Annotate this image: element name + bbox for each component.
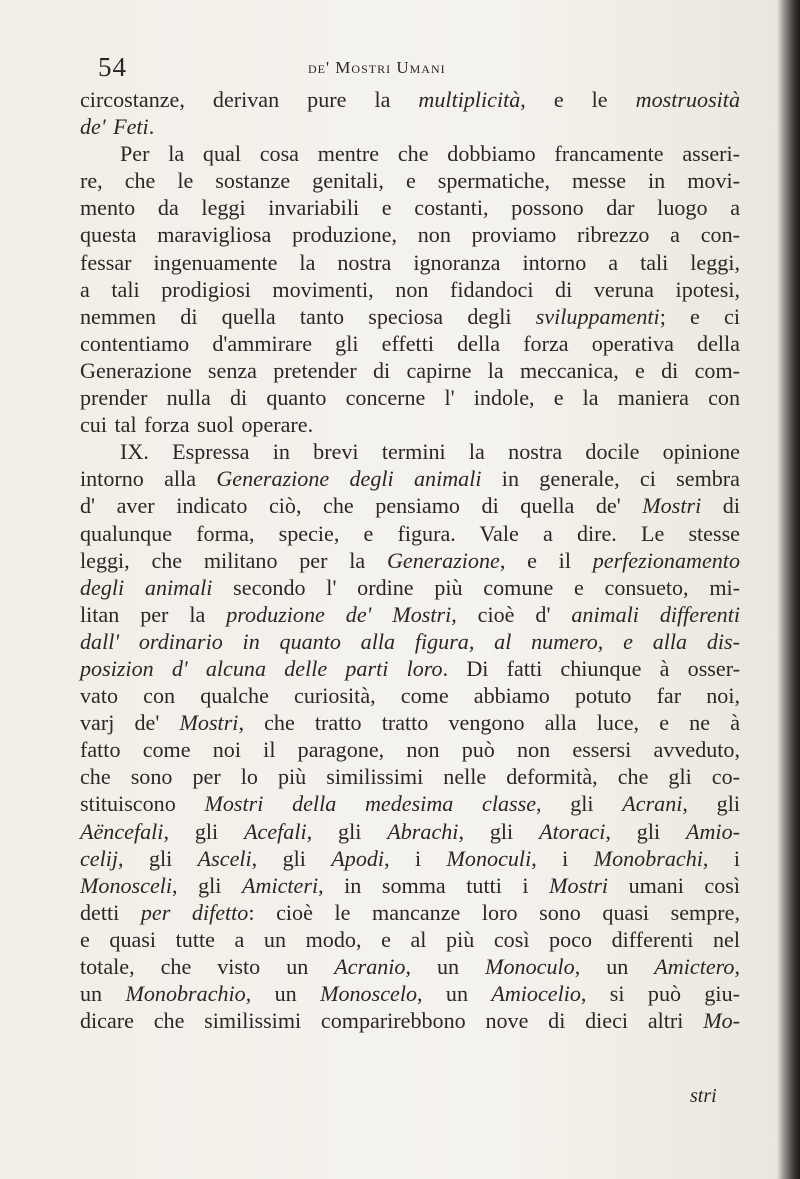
text-line <box>80 520 740 547</box>
text-segment: , gli <box>306 818 388 844</box>
text-segment: che sono per lo più similissimi nelle deformità, che gli co- <box>80 764 740 790</box>
italic-text: Asceli <box>197 845 252 871</box>
body-text <box>80 86 740 1034</box>
italic-text: Acrani <box>622 791 683 817</box>
text-segment: litan per la <box>80 601 227 627</box>
italic-text: Abrachi <box>387 818 459 844</box>
italic-text: Monobrachio <box>125 981 246 1007</box>
text-segment: , gli <box>605 818 686 844</box>
text-segment: , un <box>245 981 321 1007</box>
text-segment: nemmen di quella tanto speciosa degli <box>80 303 536 329</box>
text-line <box>80 113 740 140</box>
italic-text: Amio- <box>685 818 740 844</box>
text-segment: , si può giu- <box>580 981 740 1007</box>
italic-text: Mostri <box>179 710 239 736</box>
italic-text: Generazione degli animali <box>216 466 482 492</box>
text-line <box>80 547 740 574</box>
italic-text: produzione de' Mostri <box>226 601 452 627</box>
text-line <box>80 221 740 248</box>
text-segment: prender nulla di quanto concerne l' indole, e la maniera con <box>80 385 740 411</box>
italic-text: animali differenti <box>571 601 740 627</box>
italic-text: Mostri della medesima classe <box>204 791 537 817</box>
text-segment: e quasi tutte a un modo, e al più così poco differenti nel <box>80 926 740 952</box>
italic-text: Amicteri <box>242 872 319 898</box>
text-segment: d' aver indicato ciò, che pensiamo di quella de' <box>80 493 643 519</box>
text-line <box>80 899 740 926</box>
text-segment: stituiscono <box>80 791 205 817</box>
italic-text: Monoculi <box>446 845 532 871</box>
italic-text: degli animali <box>80 574 213 600</box>
text-line <box>80 926 740 953</box>
text-line <box>80 574 740 601</box>
text-segment: . Di fatti chiunque à osser- <box>442 655 740 681</box>
text-line <box>80 980 740 1007</box>
italic-text: Monoscelo <box>320 981 418 1007</box>
text-line <box>80 330 740 357</box>
text-segment: : cioè le mancanze loro sono quasi sempre, <box>248 899 740 925</box>
text-segment: , e le <box>520 87 636 112</box>
text-segment: fessar ingenuamente la nostra ignoranza intorno a tali leggi, <box>80 249 740 275</box>
running-head: de' Mostri Umani <box>308 58 446 77</box>
italic-text: Mo- <box>703 1008 740 1034</box>
italic-text: de' Feti <box>80 114 149 140</box>
text-line <box>80 818 740 845</box>
italic-text: dall' ordinario in quanto alla figura, al numero, e alla dis- <box>80 628 740 654</box>
text-line <box>80 655 740 682</box>
text-line <box>80 276 740 303</box>
italic-text: Amiocelio <box>491 981 581 1007</box>
text-line <box>80 465 740 492</box>
text-segment: , i <box>531 845 594 871</box>
italic-text: sviluppamenti <box>535 303 660 329</box>
text-segment: un <box>80 981 126 1007</box>
text-segment: , in somma tutti i <box>318 872 550 898</box>
italic-text: multiplicità <box>418 87 521 112</box>
catchword: stri <box>690 1085 717 1107</box>
text-segment: IX. Espressa in brevi termini la nostra docile opinione <box>120 439 740 465</box>
text-segment: , un <box>417 981 492 1007</box>
text-segment: questa maravigliosa produzione, non proviamo ribrezzo a con- <box>80 222 740 248</box>
italic-text: celij <box>80 845 119 871</box>
italic-text: Monobrachi <box>593 845 703 871</box>
text-segment: , gli <box>536 791 623 817</box>
text-segment: in generale, ci sembra <box>481 466 740 492</box>
text-segment: , che tratto tratto vengono alla luce, e ne à <box>238 710 740 736</box>
text-segment: a tali prodigiosi movimenti, non fidandoci di veruna ipotesi, <box>80 276 740 302</box>
italic-text: Acranio <box>334 954 406 979</box>
text-line <box>80 194 740 221</box>
text-segment: . <box>148 114 155 140</box>
text-segment: intorno alla <box>80 466 217 492</box>
text-segment: secondo l' ordine più comune e consueto, mi- <box>212 574 740 600</box>
italic-text: Monosceli <box>80 872 173 898</box>
italic-text: Mostri <box>549 872 609 898</box>
text-segment: dicare che similissimi comparirebbono nove di dieci altri <box>80 1008 704 1034</box>
text-segment: , i <box>384 845 447 871</box>
text-segment: Per la qual cosa mentre che dobbiamo francamente asseri- <box>120 141 740 167</box>
text-line <box>80 845 740 872</box>
text-segment: , gli <box>172 872 242 898</box>
italic-text: Apodi <box>331 845 385 871</box>
text-line <box>80 763 740 790</box>
text-line <box>80 709 740 736</box>
text-segment: , gli <box>163 818 245 844</box>
text-line <box>80 167 740 194</box>
text-line <box>80 1007 740 1034</box>
text-segment: leggi, che militano per la <box>80 547 387 573</box>
text-line <box>80 872 740 899</box>
italic-text: Monoculo <box>485 954 575 979</box>
italic-text: Atoraci <box>539 818 606 844</box>
text-segment: totale, che visto un <box>80 954 335 979</box>
text-line <box>80 411 740 438</box>
italic-text: posizion d' alcuna delle parti loro <box>80 655 443 681</box>
italic-text: Mostri <box>642 493 702 519</box>
text-segment: , i <box>702 845 740 871</box>
text-segment: contentiamo d'ammirare gli effetti della forza operativa della <box>80 330 740 356</box>
text-segment: ; e ci <box>659 303 740 329</box>
text-line <box>80 601 740 628</box>
text-segment: , un <box>574 954 655 979</box>
italic-text: per difetto <box>140 899 249 925</box>
text-segment: , gli <box>458 818 540 844</box>
italic-text: Amictero <box>654 954 735 979</box>
text-segment: varj de' <box>80 710 180 736</box>
text-segment: umani così <box>608 872 740 898</box>
text-segment: , <box>734 954 740 979</box>
text-line <box>80 628 740 655</box>
text-line <box>80 303 740 330</box>
text-segment: , gli <box>251 845 332 871</box>
text-segment: mento da leggi invariabili e costanti, possono dar luogo a <box>80 195 740 221</box>
text-segment: di <box>701 493 740 519</box>
text-line <box>80 140 740 167</box>
text-segment: vato con qualche curiosità, come abbiamo potuto far noi, <box>80 683 740 709</box>
text-segment: , gli <box>682 791 740 817</box>
text-line <box>80 736 740 763</box>
text-segment: detti <box>80 899 141 925</box>
italic-text: mostruosità <box>635 87 740 112</box>
page-number: 54 <box>98 52 127 82</box>
text-segment: Generazione senza pretender di capirne la meccanica, e di com- <box>80 357 740 383</box>
text-segment: , un <box>405 954 486 979</box>
italic-text: perfezionamento <box>592 547 740 573</box>
italic-text: Aëncefali <box>80 818 164 844</box>
text-line <box>80 492 740 519</box>
text-line <box>80 86 740 113</box>
page-edge-shadow <box>778 0 800 1179</box>
italic-text: Generazione <box>386 547 500 573</box>
text-line <box>80 384 740 411</box>
text-segment: , gli <box>118 845 198 871</box>
text-segment: cui tal forza suol operare. <box>80 412 314 438</box>
text-segment: , e il <box>499 547 593 573</box>
text-line <box>80 953 740 980</box>
text-line <box>80 682 740 709</box>
text-line <box>80 438 740 465</box>
text-line <box>80 357 740 384</box>
italic-text: Acefali <box>244 818 307 844</box>
text-segment: , cioè d' <box>451 601 572 627</box>
text-segment: circostanze, derivan pure la <box>80 87 419 112</box>
text-line <box>80 790 740 817</box>
text-segment: re, che le sostanze genitali, e spermatiche, messe in movi- <box>80 168 740 194</box>
text-line <box>80 249 740 276</box>
text-segment: fatto come noi il paragone, non può non essersi avveduto, <box>80 737 740 763</box>
text-segment: qualunque forma, specie, e figura. Vale a dire. Le stesse <box>80 520 740 546</box>
